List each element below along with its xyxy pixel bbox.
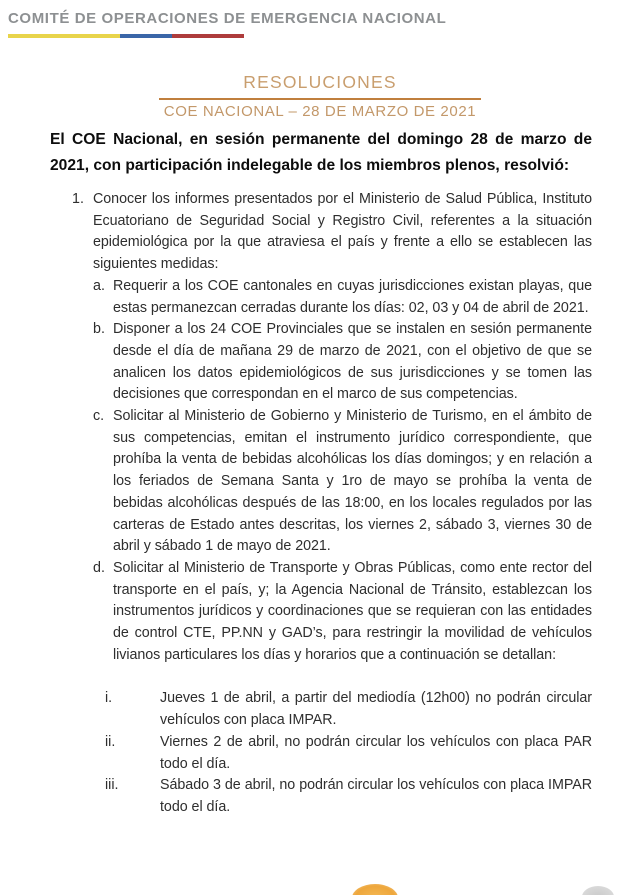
flag-red-segment — [172, 34, 244, 38]
schedule-item-text: Viernes 2 de abril, no podrán circular los vehículos con placa PAR todo el día. — [160, 733, 592, 772]
page-subtitle: COE NACIONAL – 28 DE MARZO DE 2021 — [163, 103, 477, 120]
resolution-text: Conocer los informes presentados por el Ministerio de Salud Pública, Instituto Ecuatoriano de Seguridad Social y Registro Civil, referentes a la situación epidemiológica por la que atraviesa el país y frente a ello se establecen las siguientes medidas: — [93, 191, 592, 273]
sub-item-text: Solicitar al Ministerio de Transporte y Obras Públicas, como ente rector del transporte en el país, y; la Agencia Nacional de Tránsito, establezcan los instrumentos jurídicos y coordinaciones que se requieran con las entidades de control CTE, PP.NN y GAD’s, para restringir la movilidad de vehículos livianos particulares los días y horarios que a continuación se detallan: — [113, 559, 592, 663]
title-rule — [159, 98, 481, 101]
sub-item-text: Requerir a los COE cantonales en cuyas jurisdicciones existan playas, que estas permanezcan cerradas durante los días: 02, 03 y 04 de abril de 2021. — [113, 277, 592, 316]
organization-title: COMITÉ DE OPERACIONES DE EMERGENCIA NACIONAL — [8, 10, 447, 27]
page-title: RESOLUCIONES — [243, 71, 397, 92]
schedule-item-numeral: i. — [105, 690, 113, 707]
sub-item-d — [93, 558, 592, 667]
schedule-list — [105, 688, 592, 818]
sub-item-text: Disponer a los 24 COE Provinciales que se instalen en sesión permanente desde el día de mañana 29 de marzo de 2021, con el objetivo de que se analicen los datos epidemiológicos de sus jurisdicciones y se tomen las decisiones que correspondan en el marco de sus competencias. — [113, 321, 592, 403]
schedule-item-numeral: ii. — [105, 733, 116, 750]
flag-yellow-segment — [8, 34, 120, 38]
schedule-item-i — [105, 688, 592, 731]
sub-item-letter: d. — [93, 559, 105, 576]
schedule-item-text: Sábado 3 de abril, no podrán circular los vehículos con placa IMPAR todo el día. — [160, 777, 592, 815]
resolution-body — [93, 189, 592, 819]
partial-gray-logo-icon — [582, 886, 614, 895]
title-block — [0, 72, 640, 121]
schedule-item-text: Jueves 1 de abril, a partir del mediodía (12h00) no podrán circular vehículos con placa IMPAR. — [160, 690, 592, 729]
partial-sun-logo-icon — [352, 884, 398, 895]
schedule-item-iii — [105, 775, 592, 818]
document-body — [50, 127, 592, 819]
schedule-item-numeral: iii. — [105, 777, 119, 794]
flag-blue-segment — [120, 34, 172, 38]
sub-item-a — [93, 276, 592, 319]
document-header — [0, 0, 640, 38]
schedule-item-ii — [105, 732, 592, 775]
sub-item-letter: a. — [93, 277, 105, 294]
ecuador-flag-bar — [8, 34, 244, 38]
sub-item-c — [93, 406, 592, 558]
resolution-item-1 — [72, 189, 592, 819]
resolution-number: 1. — [72, 191, 84, 207]
sub-item-b — [93, 319, 592, 406]
sub-item-letter: b. — [93, 321, 105, 338]
sub-item-text: Solicitar al Ministerio de Gobierno y Ministerio de Turismo, en el ámbito de sus competencias, emitan el instrumento jurídico correspondiente, que prohíba la venta de bebidas alcohólicas los días domingos; y en relación a los feriados de Semana Santa y 1ro de mayo se prohíba la venta de bebidas alcohólicas después de las 18:00, en los locales regulados por las carteras de Estado antes descritas, los viernes 2, sábado 3, viernes 30 de abril y sábado 1 de mayo de 2021. — [113, 408, 592, 555]
sub-item-letter: c. — [93, 408, 105, 425]
intro-paragraph: El COE Nacional, en sesión permanente del domingo 28 de marzo de 2021, con participación indelegable de los miembros plenos, resolvió: — [50, 131, 592, 174]
